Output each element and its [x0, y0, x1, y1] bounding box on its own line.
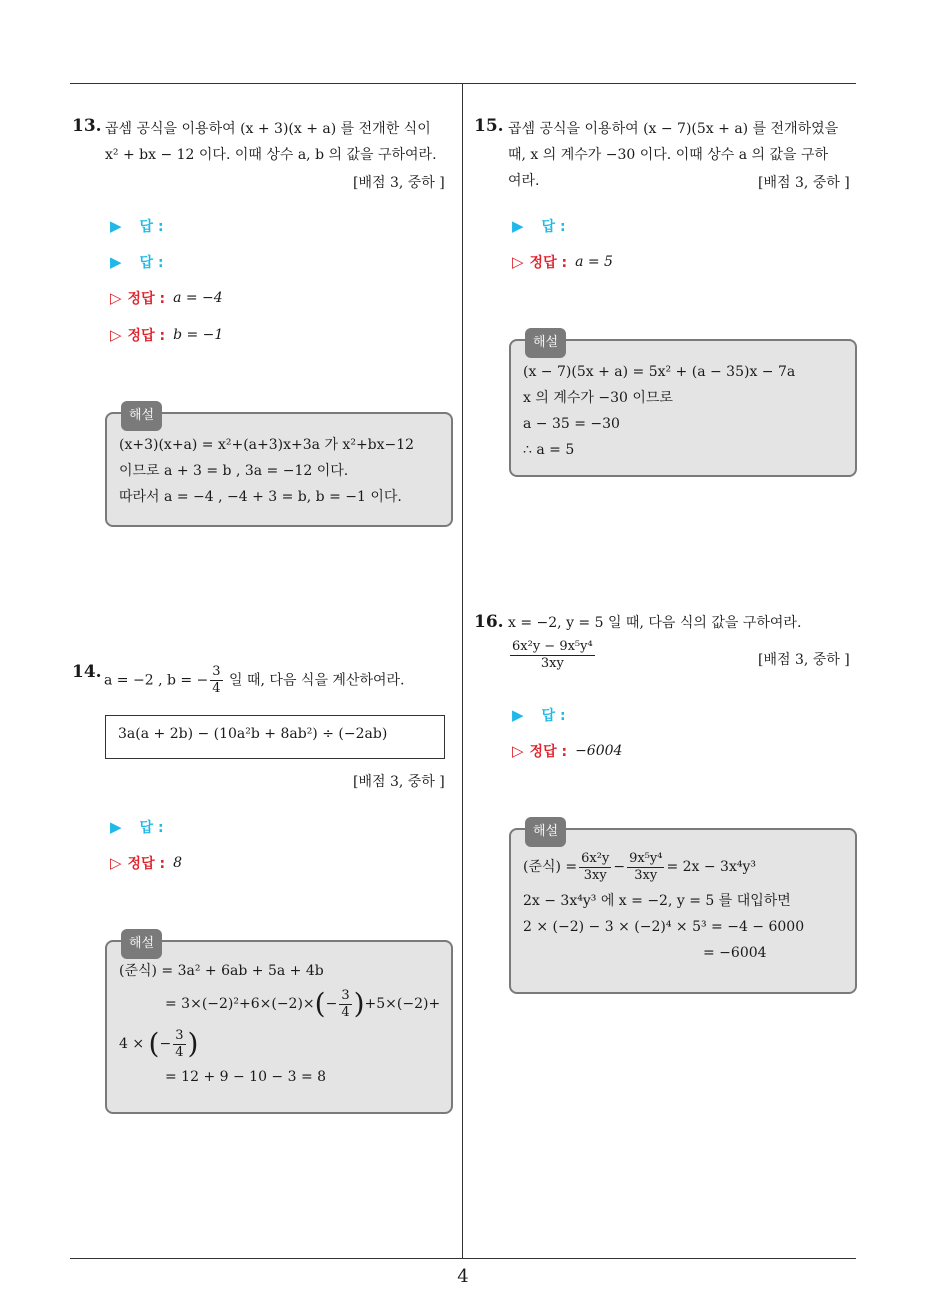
column-divider — [462, 84, 463, 1258]
points-label: [배점 3, 중하 ] — [758, 175, 850, 191]
play-icon: ▶ — [110, 217, 122, 235]
fraction: $\frac{3}{4}$ — [341, 987, 350, 1020]
question-number: 14. — [72, 662, 102, 682]
points-label: [배점 3, 중하 ] — [353, 175, 445, 191]
bottom-rule — [70, 1258, 856, 1259]
solution-tag: 해설 — [525, 328, 566, 358]
correct-answer: 8 — [173, 855, 182, 871]
solution-box: 해설 (x − 7)(5x + a) = 5x² + (a − 35)x − 7a x 의 계수가 −30 이므로 a − 35 = −30 ∴ a = 5 — [509, 339, 857, 477]
question-text: x = −2, y = 5 일 때, 다음 식의 값을 구하여라. — [508, 615, 802, 631]
question-number: 13. — [72, 116, 102, 136]
correct-answer-row: ▷ 정답 : a = −4 — [110, 289, 223, 307]
solution-box: 해설 (준식) = $\frac{\text{6x²y}}{3xy}$ − $\frac{\text{9x⁵y⁴}}{3xy}$ = 2x − 3x⁴y³ 2x − 3x⁴y³ 에 x = −2, y = 5 를 대입하면 2 × (−2) − 3 × (−2)⁴ × 5³ = −4 − 6000 = −6004 — [509, 828, 857, 994]
fraction: $\frac{3}{4}$ — [212, 664, 221, 696]
top-rule — [70, 83, 856, 84]
play-icon: ▶ — [110, 253, 122, 271]
correct-answer: b = −1 — [173, 327, 224, 343]
solution-box: 해설 (준식) = 3a² + 6ab + 5a + 4b = 3×(−2)²+6×(−2)× ( − $\frac{3}{4}$ ) +5×(−2)+ 4 × ( − $\frac{3}{4}$ ) = 12 + 9 − 10 − 3 = 8 — [105, 940, 453, 1114]
correct-answer-row: ▷ 정답 : b = −1 — [110, 326, 224, 344]
correct-answer-row: ▷ 정답 : a = 5 — [512, 253, 613, 271]
question-text: a = −2 , b = − $\frac{3}{4}$ 일 때, 다음 식을 계산하여라. — [104, 664, 405, 696]
play-icon: ▶ — [512, 706, 524, 724]
answer-row[interactable]: ▶ 답 : — [110, 253, 164, 271]
answer-row[interactable]: ▶ 답 : — [110, 217, 164, 235]
correct-answer: −6004 — [575, 743, 623, 759]
answer-row[interactable]: ▶ 답 : — [110, 818, 164, 836]
question-expression — [508, 639, 597, 672]
correct-answer-row: ▷ 정답 : 8 — [110, 854, 182, 872]
outline-play-icon: ▷ — [110, 326, 122, 344]
outline-play-icon: ▷ — [110, 289, 122, 307]
question-number: 16. — [474, 612, 504, 632]
question-text: 곱셈 공식을 이용하여 (x + 3)(x + a) 를 전개한 식이 x² + bx − 12 이다. 이때 상수 a, b 의 값을 구하여라. — [105, 121, 437, 163]
question-number: 15. — [474, 116, 504, 136]
solution-box: 해설 (x+3)(x+a) = x²+(a+3)x+3a 가 x²+bx−12 이므로 a + 3 = b , 3a = −12 이다. 따라서 a = −4 , −4 + 3 = b, b = −1 이다. — [105, 412, 453, 527]
outline-play-icon: ▷ — [512, 253, 524, 271]
correct-answer: a = 5 — [575, 254, 613, 270]
fraction: $\frac{\text{6x²y − 9x⁵y⁴}}{3xy}$ — [512, 639, 593, 671]
correct-answer-row: ▷ 정답 : −6004 — [512, 742, 623, 760]
expression-box: 3a(a + 2b) − (10a²b + 8ab²) ÷ (−2ab) — [105, 715, 445, 759]
solution-tag: 해설 — [525, 817, 566, 847]
play-icon: ▶ — [512, 217, 524, 235]
question-text: 곱셈 공식을 이용하여 (x − 7)(5x + a) 를 전개하였을 때, x 의 계수가 −30 이다. 이때 상수 a 의 값을 구하 여라. — [508, 121, 839, 189]
play-icon: ▶ — [110, 818, 122, 836]
points-label: [배점 3, 중하 ] — [353, 774, 445, 790]
fraction: $\frac{\text{9x⁵y⁴}}{3xy}$ — [629, 850, 663, 883]
fraction: $\frac{3}{4}$ — [175, 1027, 184, 1060]
solution-tag: 해설 — [121, 401, 162, 431]
solution-tag: 해설 — [121, 929, 162, 959]
answer-row[interactable]: ▶ 답 : — [512, 217, 566, 235]
correct-answer: a = −4 — [173, 290, 223, 306]
answer-row[interactable]: ▶ 답 : — [512, 706, 566, 724]
outline-play-icon: ▷ — [110, 854, 122, 872]
page-number: 4 — [457, 1266, 469, 1287]
points-label: [배점 3, 중하 ] — [758, 652, 850, 668]
outline-play-icon: ▷ — [512, 742, 524, 760]
fraction: $\frac{\text{6x²y}}{3xy}$ — [581, 850, 610, 883]
